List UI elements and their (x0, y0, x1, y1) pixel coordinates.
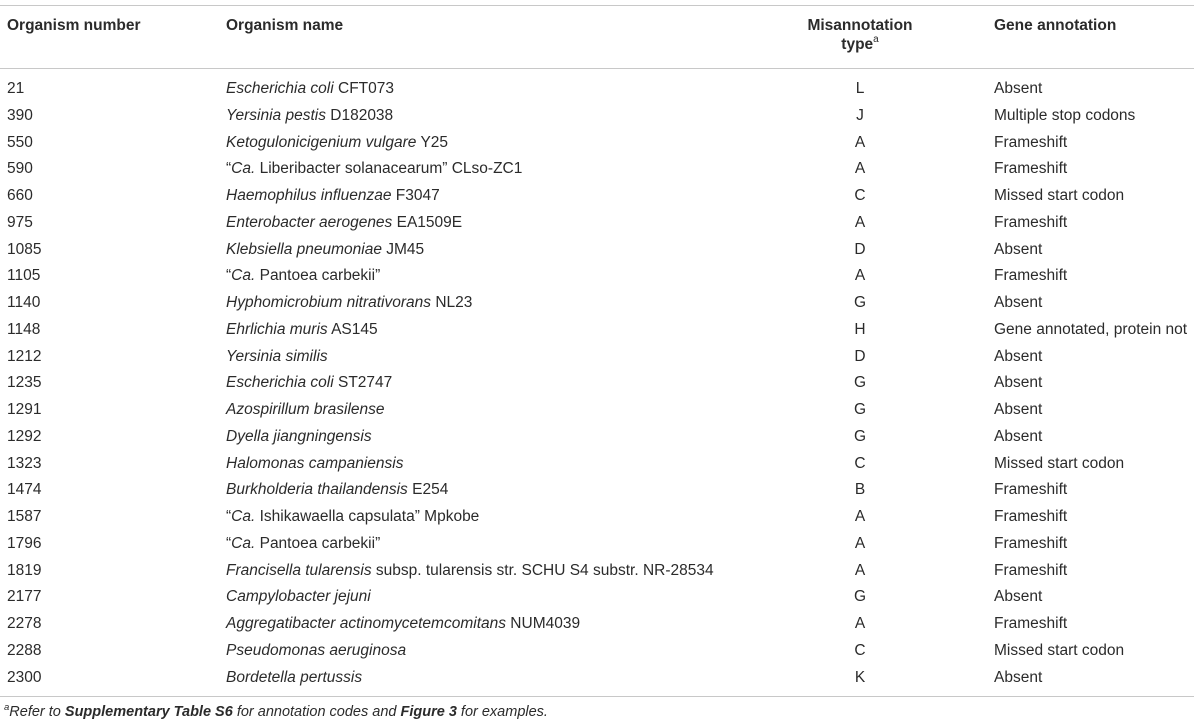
footnote-text-2: for annotation codes and (232, 704, 401, 720)
cell-organism-number: 1323 (7, 454, 42, 472)
organism-name-italic: Pseudomonas aeruginosa (226, 641, 407, 659)
table-row (0, 373, 1200, 400)
organism-name-suffix: CFT073 (333, 80, 394, 97)
cell-organism-name (226, 266, 380, 286)
header-organism-name: Organism name (226, 17, 344, 34)
cell-misannotation-type: C (854, 187, 866, 204)
organism-name-italic: Francisella tularensis (226, 561, 372, 579)
footnote-marker: a (4, 702, 10, 714)
organism-name-italic: Yersinia similis (226, 347, 328, 365)
organism-name-italic: Klebsiella pneumoniae (226, 240, 382, 258)
cell-organism-name (226, 293, 472, 313)
header-top-rule (0, 5, 1194, 6)
cell-gene-annotation: Absent (994, 427, 1043, 445)
cell-organism-name (226, 534, 380, 554)
cell-organism-name (226, 79, 394, 99)
cell-gene-annotation: Absent (994, 374, 1043, 392)
cell-misannotation-type: A (854, 133, 866, 151)
cell-organism-number: 2177 (7, 588, 42, 606)
cell-misannotation-type: K (854, 668, 866, 686)
cell-misannotation-type: D (854, 347, 866, 365)
cell-organism-number: 1796 (7, 534, 42, 552)
organism-name-suffix: AS145 (327, 320, 378, 338)
cell-organism-number: 2278 (7, 615, 42, 632)
table-row (0, 240, 1200, 267)
cell-misannotation-type: C (854, 641, 866, 659)
cell-organism-name (226, 614, 580, 634)
cell-gene-annotation: Absent (994, 80, 1043, 97)
table-row (0, 454, 1200, 481)
organism-name-suffix: NL23 (431, 294, 473, 311)
cell-organism-name (226, 427, 372, 447)
cell-misannotation-type: D (854, 240, 866, 258)
header-misannotation-type-line1: Misannotation (807, 17, 913, 34)
table-row (0, 400, 1200, 427)
cell-organism-number: 1212 (7, 347, 42, 365)
header-misannotation-type (770, 16, 950, 54)
cell-organism-number: 590 (7, 160, 33, 178)
cell-organism-number: 1474 (7, 481, 42, 499)
cell-organism-number: 550 (7, 133, 33, 151)
cell-gene-annotation: Absent (994, 240, 1043, 258)
cell-misannotation-type: L (855, 80, 865, 97)
table-row (0, 507, 1200, 534)
organism-name-italic: Escherichia coli (226, 80, 334, 97)
cell-misannotation-type: A (854, 267, 866, 285)
organism-name-suffix: NUM4039 (506, 615, 581, 632)
table-row (0, 641, 1200, 668)
cell-organism-name (226, 106, 393, 126)
cell-gene-annotation: Absent (994, 588, 1043, 606)
table-row (0, 186, 1200, 213)
organism-name-italic: Bordetella pertussis (226, 668, 363, 686)
cell-organism-number: 1148 (7, 320, 41, 338)
organism-name-suffix: Pantoea carbekii” (255, 267, 381, 285)
organism-name-italic: Haemophilus influenzae (226, 187, 392, 204)
cell-organism-name (226, 133, 448, 153)
footnote-text-3: for examples. (456, 704, 548, 720)
cell-misannotation-type: A (854, 561, 866, 579)
organism-name-suffix: D182038 (325, 106, 394, 124)
organism-name-prefix: “ (226, 508, 232, 525)
cell-misannotation-type: A (854, 534, 866, 552)
cell-gene-annotation: Frameshift (994, 133, 1068, 151)
cell-gene-annotation: Missed start codon (994, 187, 1125, 204)
cell-organism-name (226, 240, 424, 260)
organism-name-suffix: Pantoea carbekii” (255, 534, 381, 552)
cell-organism-number: 1140 (7, 294, 41, 311)
table-row (0, 480, 1200, 507)
organism-name-suffix: F3047 (391, 187, 440, 204)
cell-gene-annotation: Gene annotated, protein not (994, 320, 1188, 338)
header-bottom-rule (0, 68, 1194, 69)
table-row (0, 213, 1200, 240)
cell-organism-name (226, 186, 440, 206)
cell-gene-annotation: Frameshift (994, 534, 1068, 552)
cell-organism-name (226, 668, 362, 688)
cell-organism-number: 975 (7, 213, 33, 231)
organism-name-italic: Aggregatibacter actinomycetemcomitans (226, 615, 506, 632)
organism-name-italic: Enterobacter aerogenes (226, 213, 393, 231)
cell-gene-annotation: Frameshift (994, 615, 1068, 632)
organism-name-prefix: “ (226, 267, 232, 285)
cell-organism-number: 390 (7, 106, 33, 124)
cell-organism-name (226, 400, 385, 420)
cell-gene-annotation: Missed start codon (994, 454, 1125, 472)
footnote-supp-table-ref: Supplementary Table S6 (64, 704, 233, 720)
cell-organism-name (226, 507, 479, 527)
organism-name-suffix: subsp. tularensis str. SCHU S4 substr. NR-28534 (371, 561, 714, 579)
cell-organism-number: 2288 (7, 641, 42, 659)
cell-organism-number: 1291 (7, 401, 42, 418)
cell-organism-number: 1819 (7, 561, 42, 579)
table-row (0, 614, 1200, 641)
organism-name-italic: Hyphomicrobium nitrativorans (226, 294, 432, 311)
cell-misannotation-type: A (854, 615, 866, 632)
cell-misannotation-type: G (853, 374, 867, 392)
cell-organism-name (226, 373, 392, 393)
table-row (0, 159, 1200, 186)
table-footnote (4, 704, 548, 720)
cell-organism-name (226, 213, 462, 233)
cell-misannotation-type: C (854, 454, 866, 472)
table-row (0, 106, 1200, 133)
cell-misannotation-type: G (853, 427, 867, 445)
organism-name-prefix: “ (226, 160, 232, 178)
cell-misannotation-type: G (853, 588, 867, 606)
organism-name-italic: Ehrlichia muris (226, 320, 328, 338)
cell-organism-name (226, 320, 378, 340)
organism-name-suffix: Y25 (416, 133, 449, 151)
organism-name-suffix: EA1509E (392, 213, 463, 231)
cell-organism-number: 21 (7, 80, 25, 97)
organism-name-italic: Dyella jiangningensis (226, 427, 372, 445)
cell-organism-number: 1587 (7, 508, 42, 525)
cell-misannotation-type: H (854, 320, 866, 338)
table-row (0, 79, 1200, 106)
organism-name-italic: Halomonas campaniensis (226, 454, 404, 472)
cell-gene-annotation: Frameshift (994, 561, 1068, 579)
table-bottom-rule (0, 696, 1194, 697)
cell-gene-annotation: Frameshift (994, 508, 1068, 525)
table-row (0, 561, 1200, 588)
table-row (0, 427, 1200, 454)
table-row (0, 534, 1200, 561)
table-row (0, 668, 1200, 695)
cell-misannotation-type: G (853, 401, 867, 418)
header-organism-number: Organism number (7, 17, 141, 34)
cell-organism-name (226, 480, 448, 500)
cell-gene-annotation: Frameshift (994, 160, 1068, 178)
cell-organism-name (226, 159, 522, 179)
organism-name-italic: Campylobacter jejuni (226, 588, 371, 606)
cell-gene-annotation: Frameshift (994, 213, 1068, 231)
table-row (0, 293, 1200, 320)
cell-organism-number: 2300 (7, 668, 42, 686)
cell-gene-annotation: Frameshift (994, 267, 1068, 285)
footnote-figure-ref: Figure 3 (400, 704, 457, 720)
organism-name-italic: Burkholderia thailandensis (226, 481, 408, 499)
cell-organism-number: 1292 (7, 427, 42, 445)
cell-gene-annotation: Absent (994, 347, 1043, 365)
organism-name-italic: Escherichia coli (226, 374, 334, 392)
cell-gene-annotation: Multiple stop codons (994, 106, 1136, 124)
organism-name-suffix: Ishikawaella capsulata” Mpkobe (255, 508, 480, 525)
organism-name-italic: Ca. (231, 534, 256, 552)
header-footnote-marker: a (873, 33, 879, 45)
header-gene-annotation: Gene annotation (994, 17, 1117, 34)
cell-organism-name (226, 587, 371, 607)
organism-name-italic: Ketogulonicigenium vulgare (226, 133, 417, 151)
cell-misannotation-type: A (854, 160, 866, 178)
cell-organism-name (226, 641, 406, 661)
cell-gene-annotation: Absent (994, 294, 1043, 311)
cell-misannotation-type: B (854, 481, 866, 499)
organism-name-suffix: E254 (407, 481, 449, 499)
table-row (0, 266, 1200, 293)
table-row (0, 133, 1200, 160)
cell-organism-number: 1085 (7, 240, 42, 258)
cell-organism-number: 1105 (7, 267, 41, 285)
cell-gene-annotation: Absent (994, 401, 1043, 418)
cell-misannotation-type: A (854, 213, 866, 231)
organism-name-suffix: ST2747 (333, 374, 393, 392)
cell-organism-name (226, 561, 714, 581)
cell-gene-annotation: Frameshift (994, 481, 1068, 499)
organism-name-suffix: JM45 (381, 240, 425, 258)
organism-name-italic: Ca. (231, 508, 256, 525)
organism-name-italic: Azospirillum brasilense (226, 401, 385, 418)
organism-name-italic: Ca. (231, 267, 256, 285)
cell-misannotation-type: J (856, 106, 864, 124)
cell-gene-annotation: Absent (994, 668, 1043, 686)
cell-organism-name (226, 347, 328, 367)
cell-misannotation-type: G (853, 294, 867, 311)
header-misannotation-type-line2: type (841, 36, 874, 53)
organism-name-italic: Ca. (231, 160, 256, 178)
organism-name-prefix: “ (226, 534, 232, 552)
cell-organism-name (226, 454, 403, 474)
table-row (0, 347, 1200, 374)
cell-organism-number: 1235 (7, 374, 42, 392)
footnote-text-1: Refer to (9, 704, 65, 720)
cell-gene-annotation: Missed start codon (994, 641, 1125, 659)
table-row (0, 320, 1200, 347)
cell-organism-number: 660 (7, 187, 33, 204)
table-row (0, 587, 1200, 614)
cell-misannotation-type: A (854, 508, 866, 525)
organism-name-suffix: Liberibacter solanacearum” CLso-ZC1 (255, 160, 523, 178)
organism-name-italic: Yersinia pestis (226, 106, 326, 124)
